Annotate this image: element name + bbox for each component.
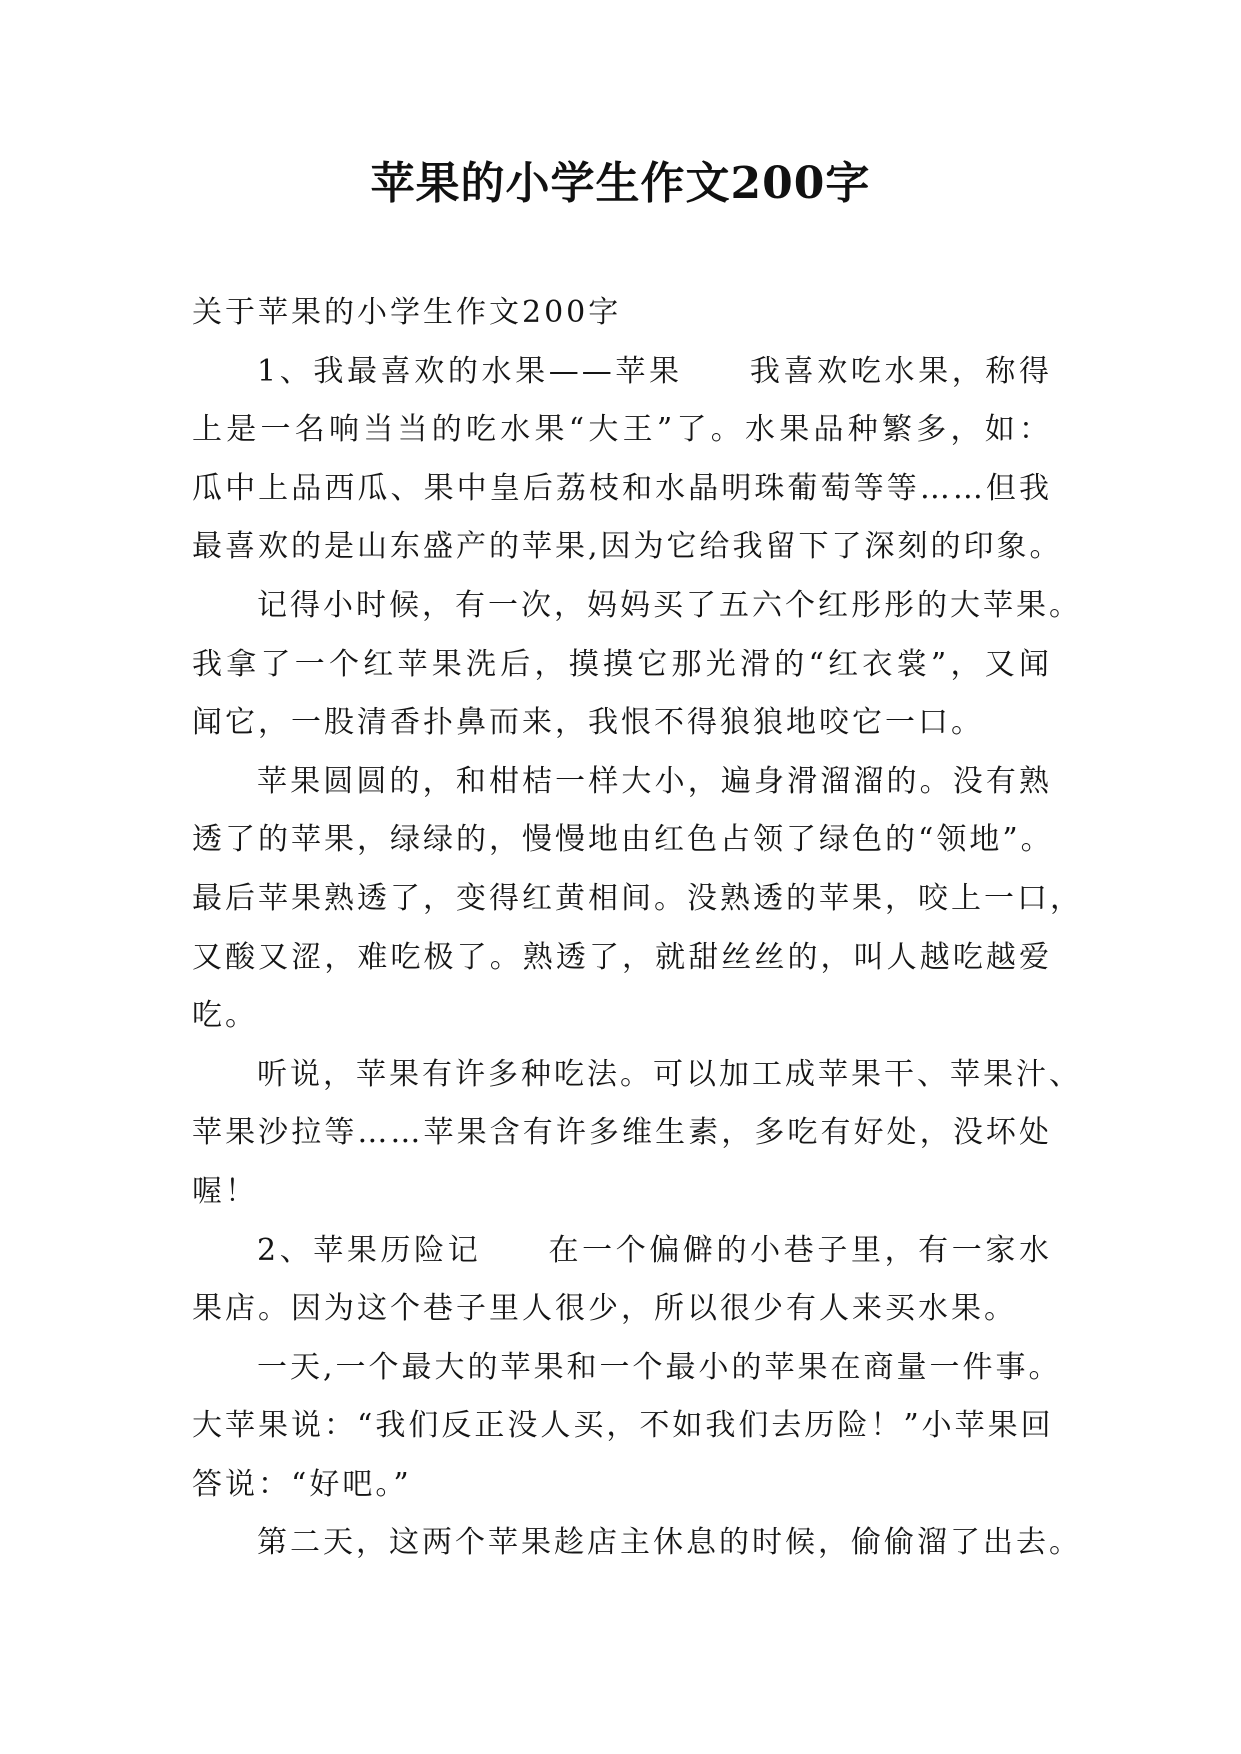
text-line: 又酸又涩，难吃极了。熟透了，就甜丝丝的，叫人越吃越爱	[192, 939, 1052, 975]
text-line: 苹果圆圆的，和柑桔一样大小，遍身滑溜溜的。没有熟	[257, 763, 1052, 799]
text-line: 喔！	[192, 1173, 258, 1209]
text-line: 瓜中上品西瓜、果中皇后荔枝和水晶明珠葡萄等等……但我	[192, 470, 1052, 506]
text-line: 记得小时候，有一次，妈妈买了五六个红彤彤的大苹果。	[257, 587, 1082, 623]
text-line: 一天,一个最大的苹果和一个最小的苹果在商量一件事。	[257, 1349, 1062, 1385]
text-line: 吃。	[192, 998, 258, 1034]
text-line: 2、苹果历险记 在一个偏僻的小巷子里，有一家水	[257, 1232, 1052, 1268]
document-body	[192, 284, 1083, 1573]
text-line: 苹果沙拉等……苹果含有许多维生素，多吃有好处，没坏处	[192, 1115, 1052, 1151]
text-line: 关于苹果的小学生作文200字	[192, 295, 622, 330]
text-line: 1、我最喜欢的水果——苹果 我喜欢吃水果，称得	[257, 353, 1052, 389]
text-line: 上是一名响当当的吃水果“大王”了。水果品种繁多，如：	[192, 412, 1052, 448]
text-line: 最后苹果熟透了，变得红黄相间。没熟透的苹果，咬上一口，	[192, 880, 1083, 916]
text-line: 果店。因为这个巷子里人很少，所以很少有人来买水果。	[192, 1291, 1017, 1327]
text-line: 答说：“好吧。”	[192, 1466, 412, 1502]
text-line: 最喜欢的是山东盛产的苹果,因为它给我留下了深刻的印象。	[192, 529, 1063, 565]
text-line: 听说，苹果有许多种吃法。可以加工成苹果干、苹果汁、	[257, 1056, 1082, 1092]
text-line: 闻它，一股清香扑鼻而来，我恨不得狼狼地咬它一口。	[192, 705, 984, 741]
text-line: 第二天，这两个苹果趁店主休息的时候，偷偷溜了出去。	[257, 1525, 1082, 1561]
text-line: 我拿了一个红苹果洗后，摸摸它那光滑的“红衣裳”，又闻	[192, 646, 1052, 682]
document-title: 苹果的小学生作文200字	[370, 158, 871, 209]
text-line: 透了的苹果，绿绿的，慢慢地由红色占领了绿色的“领地”。	[192, 822, 1054, 858]
text-line: 大苹果说：“我们反正没人买，不如我们去历险！”小苹果回	[192, 1408, 1054, 1444]
